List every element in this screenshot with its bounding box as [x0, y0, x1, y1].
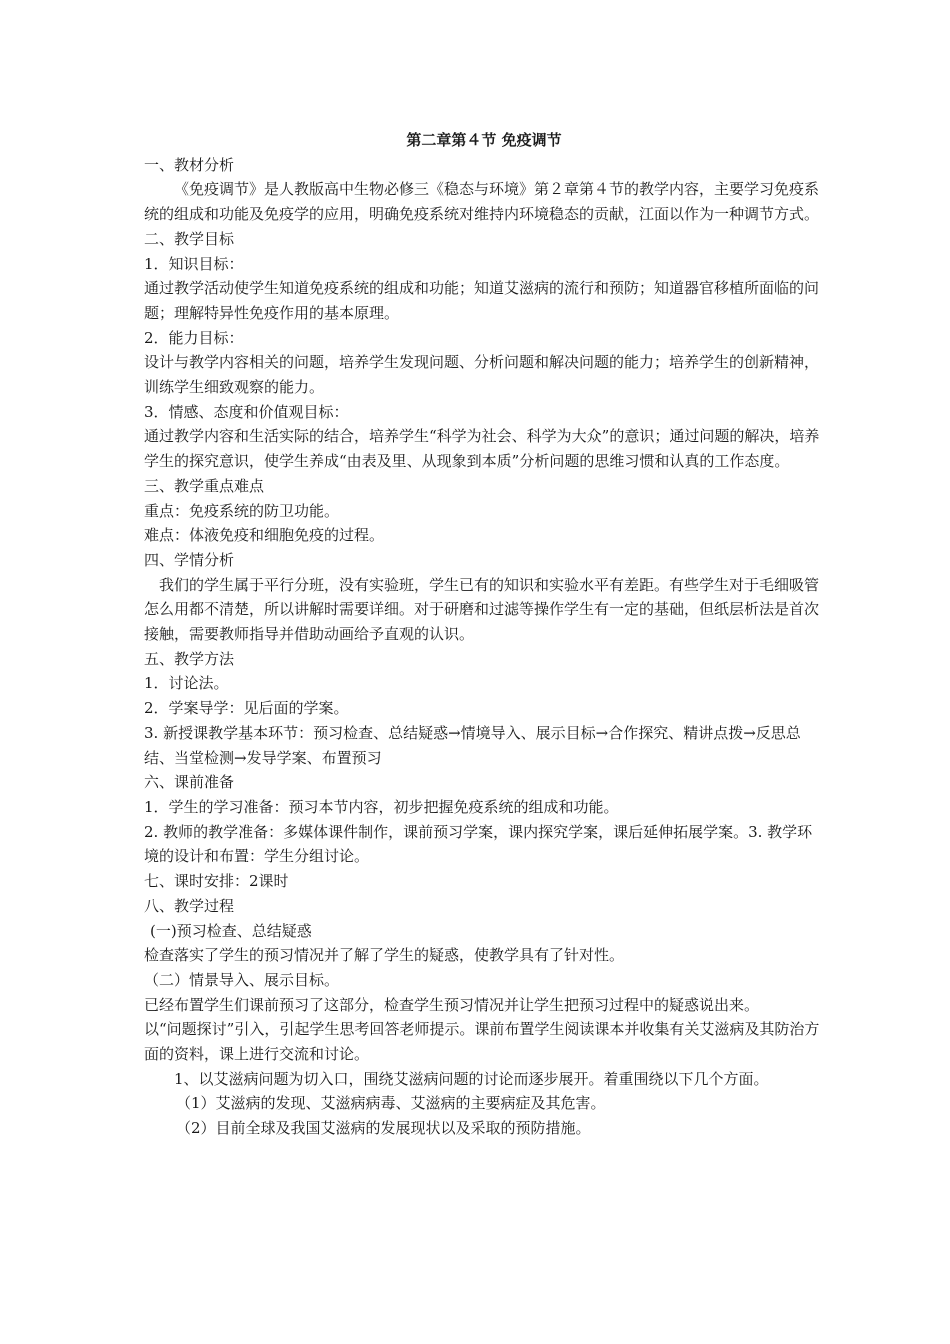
- subheading: (一)预习检查、总结疑惑: [150, 921, 312, 940]
- paragraph: 设计与教学内容相关的问题，培养学生发现问题、分析问题和解决问题的能力；培养学生的创新精神，训练学生细致观察的能力。: [144, 353, 820, 397]
- section-heading-5: 五、教学方法: [144, 649, 235, 668]
- document-body: [144, 128, 824, 1141]
- list-item: 1．学生的学习准备：预习本节内容，初步把握免疫系统的组成和功能。: [144, 797, 619, 816]
- paragraph: 已经布置学生们课前预习了这部分，检查学生预习情况并让学生把预习过程中的疑惑说出来。: [144, 995, 760, 1014]
- paragraph: 检查落实了学生的预习情况并了解了学生的疑惑，使教学具有了针对性。: [144, 946, 625, 965]
- paragraph: 以“问题探讨”引入，引起学生思考回答老师提示。课前布置学生阅读课本并收集有关艾滋病及其防治方面的资料，课上进行交流和讨论。: [144, 1020, 820, 1064]
- list-item: 1．讨论法。: [144, 674, 229, 693]
- section-heading-6: 六、课前准备: [144, 773, 235, 792]
- paragraph: 《免疫调节》是人教版高中生物必修三《稳态与环境》第２章第４节的教学内容，主要学习免疫系统的组成和功能及免疫学的应用，明确免疫系统对维持内环境稳态的贡献，江面以作为一种调节方式。: [144, 180, 820, 224]
- subheading: （二）情景导入、展示目标。: [144, 970, 340, 989]
- paragraph: 1、以艾滋病问题为切入口，围绕艾滋病问题的讨论而逐步展开。着重围绕以下几个方面。: [174, 1069, 769, 1088]
- paragraph: 重点：免疫系统的防卫功能。: [144, 501, 340, 520]
- paragraph: 通过教学内容和生活实际的结合，培养学生“科学为社会、科学为大众”的意识；通过问题的解决，培养学生的探究意识，使学生养成“由表及里、从现象到本质”分析问题的思维习惯和认真的工作态度。: [144, 427, 820, 471]
- subheading: 3．情感、态度和价值观目标：: [144, 402, 349, 421]
- list-item: （1）艾滋病的发现、艾滋病病毒、艾滋病的主要病症及其危害。: [176, 1094, 606, 1113]
- document-title: 第二章第４节 免疫调节: [406, 131, 562, 149]
- section-heading-8: 八、教学过程: [144, 896, 235, 915]
- section-heading-1: 一、教材分析: [144, 155, 235, 174]
- list-item: 2．学案导学：见后面的学案。: [144, 699, 349, 718]
- paragraph: 我们的学生属于平行分班，没有实验班，学生已有的知识和实验水平有差距。有些学生对于毛细吸管怎么用都不清楚，所以讲解时需要详细。对于研磨和过滤等操作学生有一定的基础，但纸层析法是首次接触，需要教师指导并借助动画给予直观的认识。: [144, 575, 820, 644]
- paragraph: 通过教学活动使学生知道免疫系统的组成和功能；知道艾滋病的流行和预防；知道器官移植所面临的问题；理解特异性免疫作用的基本原理。: [144, 279, 820, 322]
- list-item: 2. 教师的教学准备：多媒体课件制作，课前预习学案，课内探究学案，课后延伸拓展学案。3. 教学环境的设计和布置：学生分组讨论。: [144, 822, 813, 866]
- section-heading-3: 三、教学重点难点: [144, 476, 265, 495]
- section-heading-7: 七、课时安排：2课时: [144, 872, 289, 891]
- section-heading-2: 二、教学目标: [144, 229, 235, 248]
- paragraph: 难点：体液免疫和细胞免疫的过程。: [144, 526, 385, 545]
- subheading: 1．知识目标：: [144, 254, 244, 273]
- list-item: （2）目前全球及我国艾滋病的发展现状以及采取的预防措施。: [176, 1119, 591, 1138]
- list-item: 3. 新授课教学基本环节：预习检查、总结疑惑→情境导入、展示目标→合作探究、精讲点拨→反思总结、当堂检测→发导学案、布置预习: [144, 723, 801, 767]
- subheading: 2．能力目标：: [144, 328, 244, 347]
- section-heading-4: 四、学情分析: [144, 550, 235, 569]
